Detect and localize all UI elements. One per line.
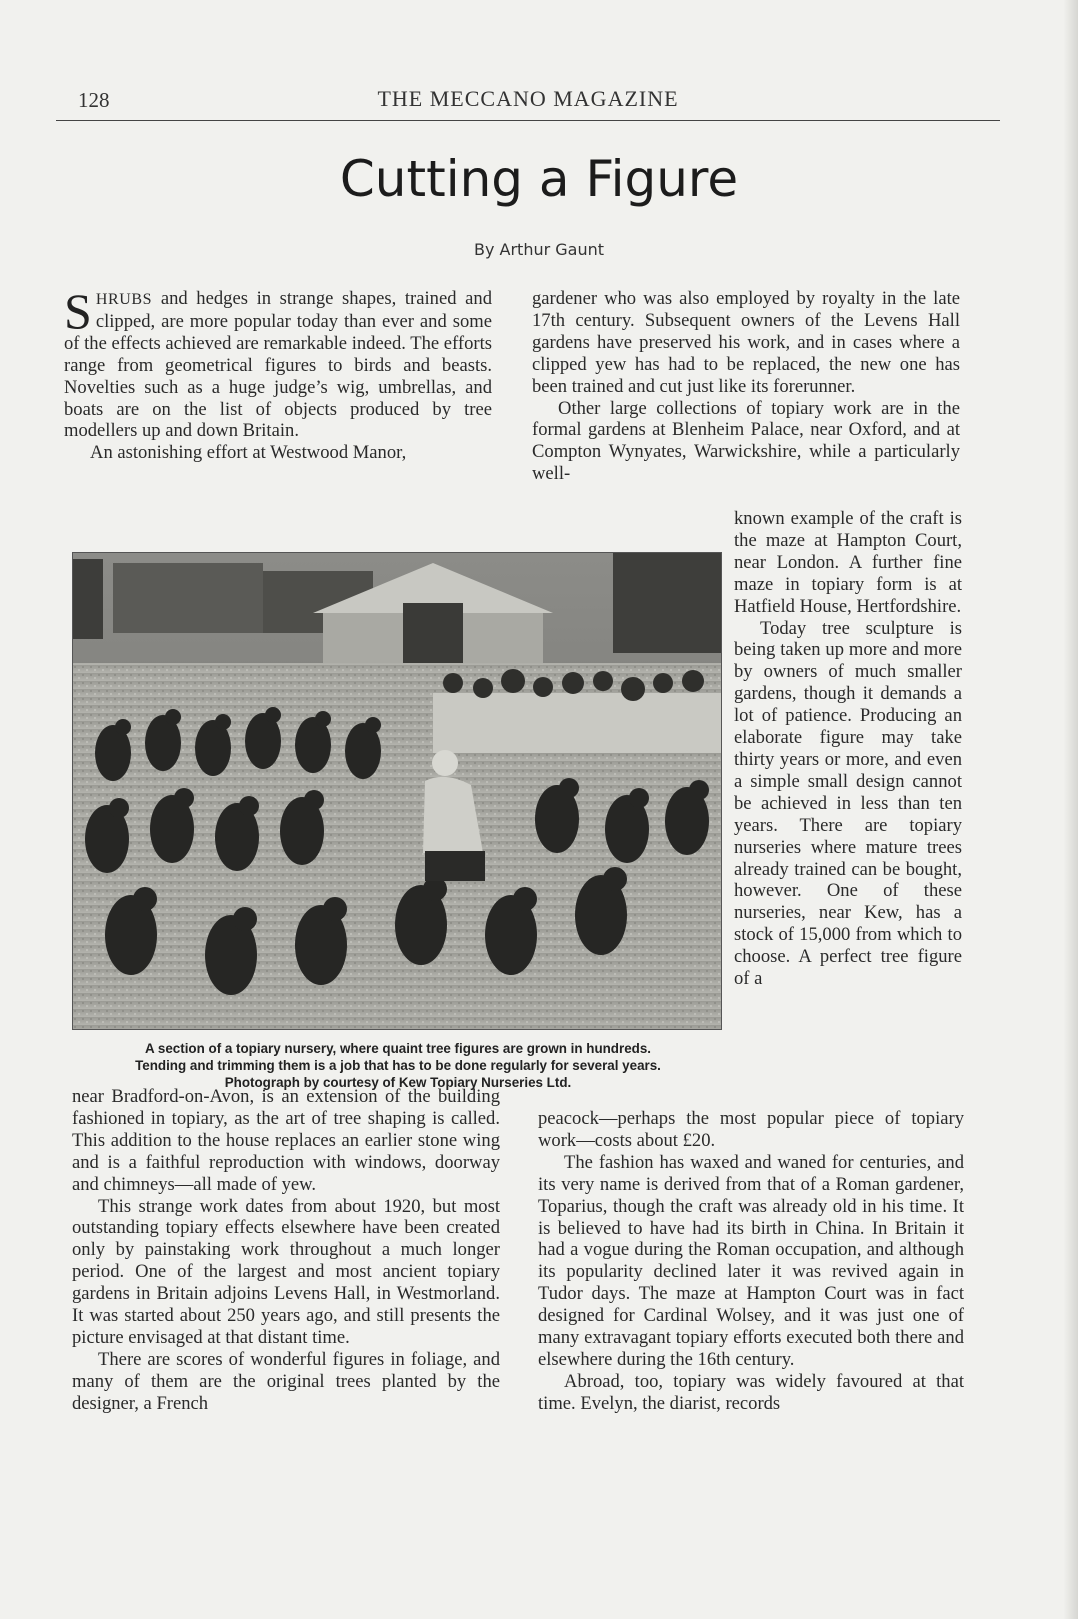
paragraph: peacock—perhaps the most popular piece of topiary work—costs about £20.	[538, 1108, 964, 1151]
photo-caption	[66, 1040, 730, 1091]
caption-line: A section of a topiary nursery, where quaint tree figures are grown in hundreds.	[145, 1041, 651, 1056]
right-column-top	[532, 288, 960, 485]
drop-cap: S	[64, 283, 92, 339]
paragraph: near Bradford-on-Avon, is an extension of the building fashioned in topiary, as the art of tree shaping is called. This addition to the house replaces an earlier stone wing and is a faithful reproduction with windows, doorway and chimneys—all made of yew.	[72, 1086, 500, 1195]
paragraph: An astonishing effort at Westwood Manor,	[90, 442, 407, 464]
article-byline: By Arthur Gaunt	[473, 240, 605, 259]
paragraph: Abroad, too, topiary was widely favoured at that time. Evelyn, the diarist, records	[538, 1370, 964, 1414]
paragraph-text: and hedges in strange shapes, trained and clipped, are more popular today than ever and some of the effects achieved are remarkable indeed. The efforts range from geometrical figures to birds and beasts. Novelties such as a huge judge’s wig, umbrellas, and boats are on the list of objects produced by tree modellers up and down Britain.	[64, 288, 492, 442]
page-header	[56, 84, 1000, 116]
narrow-column	[734, 508, 962, 990]
header-rule	[56, 120, 1000, 121]
magazine-title: THE MECCANO MAGAZINE	[377, 86, 679, 111]
lead-word: HRUBS	[95, 291, 153, 308]
page-number: 128	[78, 88, 110, 112]
paragraph: gardener who was also employed by royalty in the late 17th century. Subsequent owners of the Levens Hall gardens have preserved his work, and in cases where a clipped yew has had to be replaced, the new one has been trained and cut just like its forerunner.	[532, 288, 960, 397]
caption-line: Tending and trimming them is a job that has to be done regularly for several years.	[135, 1058, 661, 1073]
paragraph: This strange work dates from about 1920, but most outstanding topiary effects elsewhere have been created only by painstaking work throughout a much longer period. One of the largest and most ancient topiary gardens in Britain adjoins Levens Hall, in Westmorland. It was started about 250 years ago, and still presents the picture envisaged at that distant time.	[72, 1195, 500, 1348]
left-column-bottom	[72, 1086, 500, 1415]
paragraph	[64, 283, 492, 442]
topiary-nursery-photo	[72, 552, 722, 1030]
paragraph: Today tree sculpture is being taken up more and more by owners of much smaller gardens, though it demands a lot of patience. Producing an elaborate figure may take thirty years or more, and even a simple small design cannot be achieved in less than ten years. There are topiary nurseries where mature trees already trained can be bought, however. One of these nurseries, near Kew, has a stock of 15,000 from which to choose. A perfect tree figure of a	[734, 617, 962, 990]
caption-credit: Photograph by courtesy of Kew Topiary Nurseries Ltd.	[224, 1075, 572, 1090]
paragraph: Other large collections of topiary work are in the formal gardens at Blenheim Palace, near Oxford, and at Compton Wynyates, Warwickshire, while a particularly well-	[532, 397, 960, 485]
paragraph: There are scores of wonderful figures in foliage, and many of them are the original trees planted by the designer, a French	[72, 1348, 500, 1414]
photo-illustration	[73, 553, 721, 1029]
article-title: Cutting a Figure	[339, 150, 739, 208]
paragraph: The fashion has waxed and waned for centuries, and its very name is derived from that of a Roman gardener, Toparius, though the craft was already old in his time. It is believed to have had its birth in China. In Britain it had a vogue during the Roman occupation, and although its popularity declined later it was revived again in Tudor days. The maze at Hampton Court was in fact designed for Cardinal Wolsey, and it was just one of many extravagant topiary efforts executed both there and elsewhere during the 16th century.	[538, 1151, 964, 1370]
left-column-top	[64, 283, 492, 464]
right-column-bottom	[538, 1108, 964, 1415]
paragraph: known example of the craft is the maze at Hampton Court, near London. A further fine maze in topiary form is at Hatfield House, Hertfordshire.	[734, 508, 962, 617]
